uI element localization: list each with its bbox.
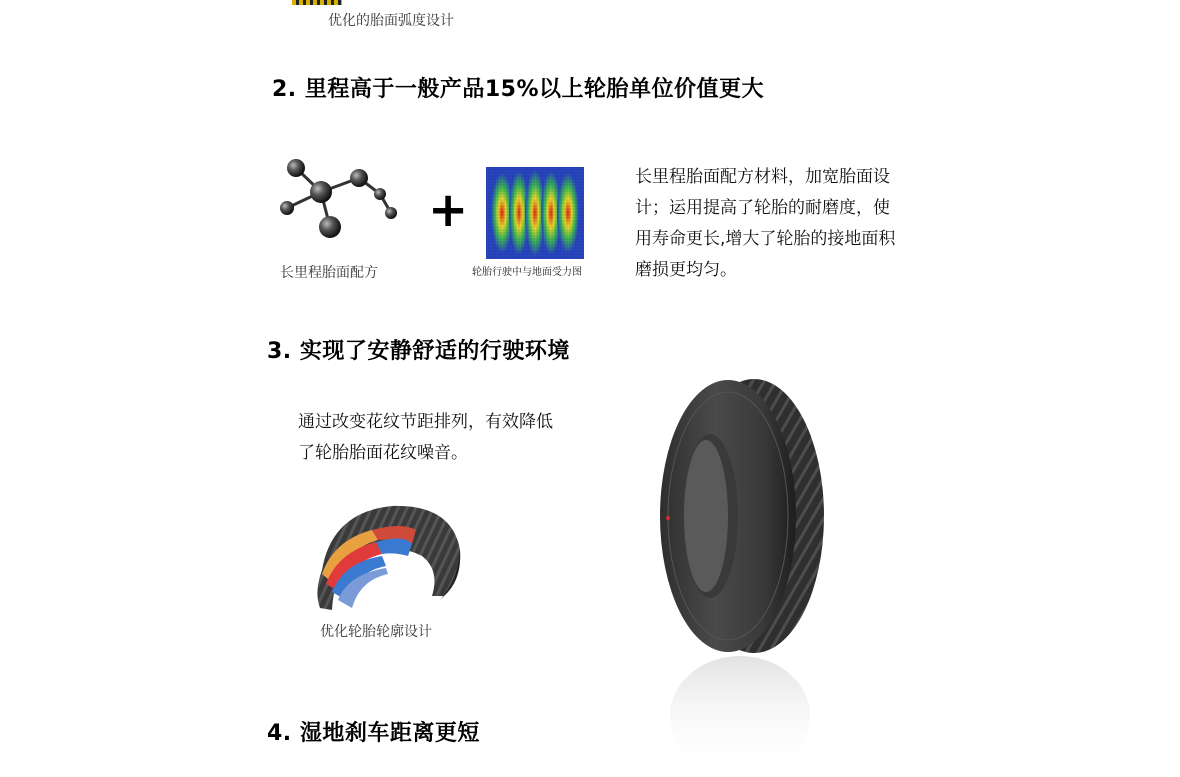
description-line: 计；运用提高了轮胎的耐磨度，使 bbox=[635, 198, 890, 218]
tire-cross-section-image bbox=[312, 500, 464, 618]
section-4-heading: 4. 湿地刹车距离更短 bbox=[267, 721, 480, 746]
plus-icon: + bbox=[428, 182, 469, 238]
description-line: 了轮胎胎面花纹噪音。 bbox=[298, 443, 468, 463]
section-3-heading: 3. 实现了安静舒适的行驶环境 bbox=[267, 339, 570, 364]
tire-product-image bbox=[650, 376, 832, 773]
pressure-heatmap-image bbox=[486, 167, 584, 259]
section-2-description bbox=[635, 162, 895, 286]
molecule-caption: 长里程胎面配方 bbox=[280, 265, 378, 281]
section-2-heading: 2. 里程高于一般产品15%以上轮胎单位价值更大 bbox=[272, 77, 764, 102]
description-line: 通过改变花纹节距排列，有效降低 bbox=[298, 412, 553, 432]
description-line: 磨损更均匀。 bbox=[635, 260, 737, 280]
tire-section-caption: 优化轮胎轮廓设计 bbox=[320, 624, 432, 640]
description-line: 用寿命更长,增大了轮胎的接地面积 bbox=[635, 229, 896, 249]
tread-image-fragment bbox=[292, 0, 342, 5]
molecule-illustration bbox=[276, 152, 404, 242]
heatmap-caption: 轮胎行驶中与地面受力图 bbox=[472, 267, 582, 278]
section-3-description bbox=[298, 407, 553, 469]
tread-arc-caption: 优化的胎面弧度设计 bbox=[328, 13, 454, 29]
description-line: 长里程胎面配方材料，加宽胎面设 bbox=[635, 167, 890, 187]
